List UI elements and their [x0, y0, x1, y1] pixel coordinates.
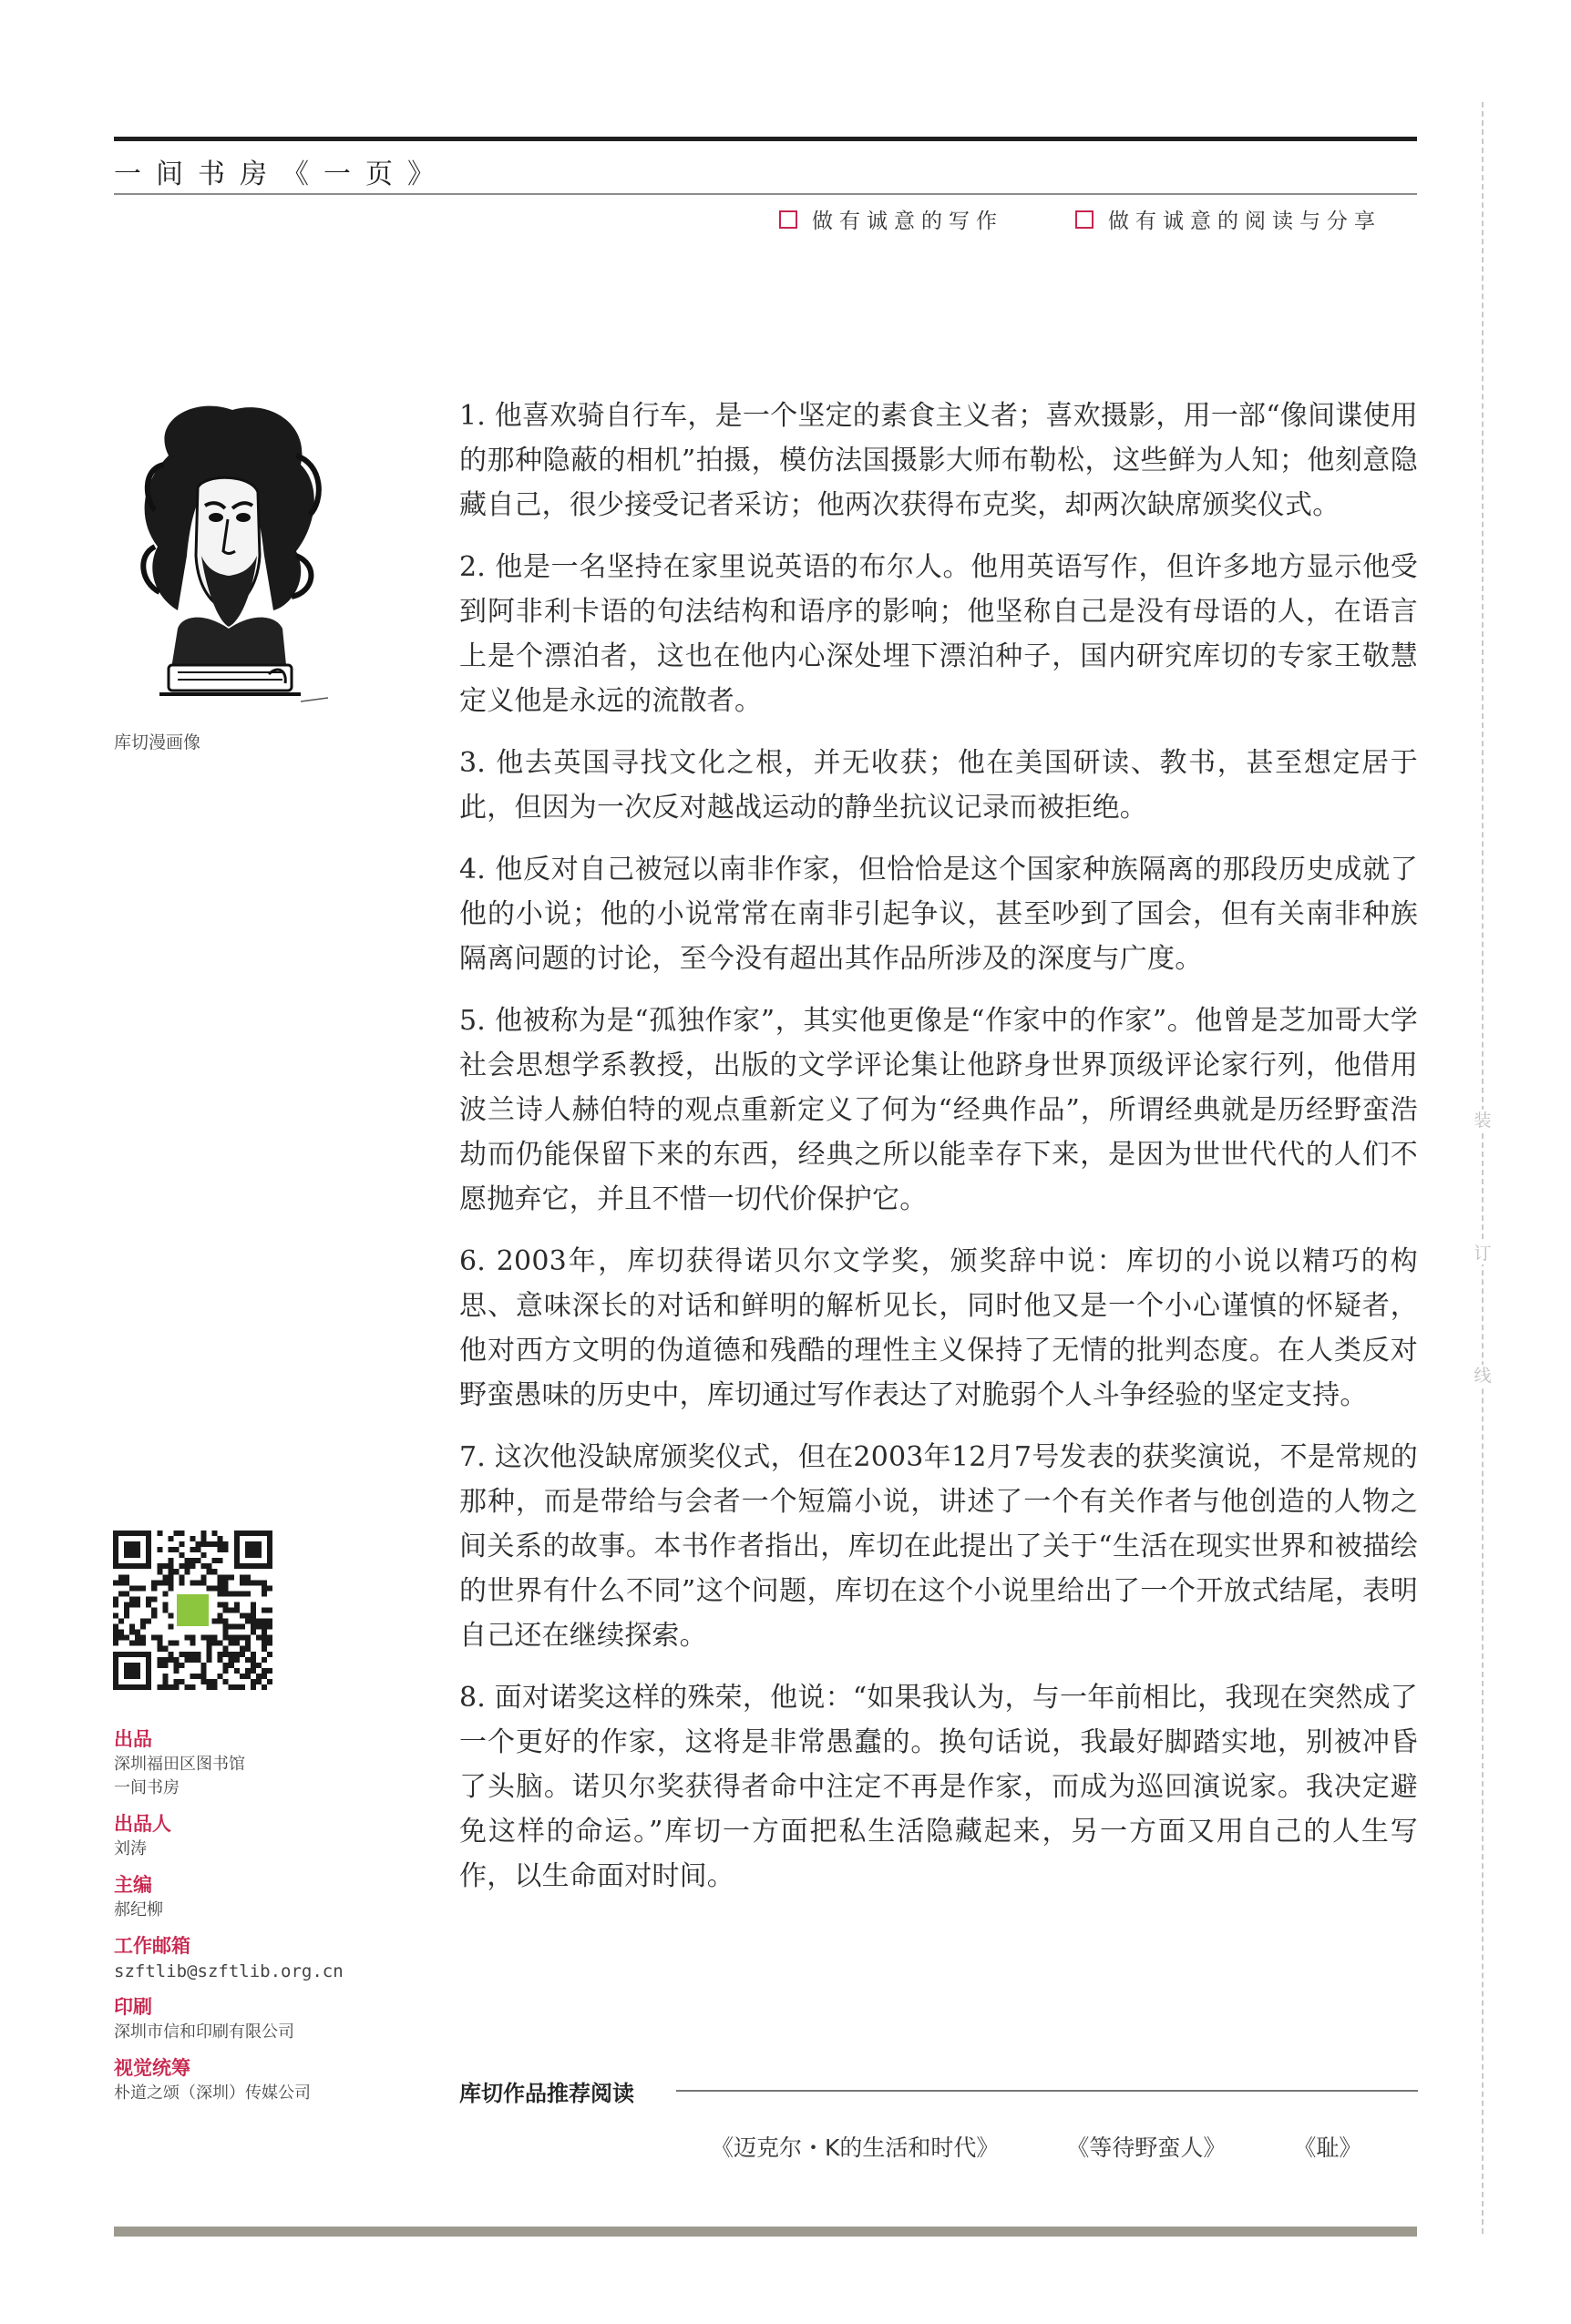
- article-body: [459, 394, 1418, 1916]
- portrait-caption: 库切漫画像: [114, 732, 201, 752]
- credit-label: 印刷: [114, 1996, 152, 2018]
- credit-value: 刘涛: [114, 1839, 147, 1858]
- credit-email: [114, 1933, 406, 1983]
- credit-value: 郝纪柳: [114, 1900, 163, 1920]
- book-title: 《等待野蛮人》: [1066, 2135, 1227, 2161]
- footer-bar: [114, 2227, 1417, 2237]
- top-rule: [114, 137, 1417, 141]
- binding-dashed-line: [1482, 102, 1484, 2234]
- tagline-writing-text: 做有诚意的写作: [812, 210, 1003, 233]
- credit-label: 工作邮箱: [114, 1935, 190, 1957]
- book-title: 《迈克尔・K的生活和时代》: [711, 2135, 1000, 2161]
- credit-producer: [114, 1726, 406, 1800]
- tagline-writing: [779, 204, 1003, 234]
- credit-label: 主编: [114, 1874, 152, 1896]
- caricature-portrait: [114, 401, 337, 711]
- recommended-book-list: [711, 2130, 1422, 2163]
- credit-value: 深圳市信和印刷有限公司: [114, 2022, 294, 2042]
- credit-publisher: [114, 1811, 406, 1861]
- email-link[interactable]: szftlib@szftlib.org.cn: [114, 1961, 344, 1981]
- credit-visual: [114, 2055, 406, 2105]
- credit-label: 视觉统筹: [114, 2057, 190, 2079]
- qr-code[interactable]: [113, 1531, 272, 1690]
- tagline-reading-text: 做有诚意的阅读与分享: [1108, 210, 1381, 233]
- recommended-reading-title: 库切作品推荐阅读: [459, 2081, 634, 2106]
- binding-label: 订: [1472, 1243, 1494, 1264]
- page-title: 一间书房《一页》: [114, 159, 449, 190]
- tagline-reading: [1075, 204, 1381, 234]
- binding-label: 装: [1472, 1110, 1494, 1131]
- checkbox-square-icon: [779, 210, 797, 229]
- credit-editor: [114, 1872, 406, 1922]
- credits-block: [114, 1726, 406, 2116]
- binding-label: 线: [1472, 1365, 1494, 1387]
- book-title: 《耻》: [1293, 2135, 1362, 2161]
- credit-label: 出品: [114, 1728, 152, 1750]
- header-divider: [114, 193, 1417, 195]
- credit-label: 出品人: [114, 1813, 171, 1835]
- credit-printer: [114, 1994, 406, 2044]
- article-paragraph: 5. 他被称为是“孤独作家”，其实他更像是“作家中的作家”。他曾是芝加哥大学社会思想学系教授，出版的文学评论集让他跻身世界顶级评论家行列，他借用波兰诗人赫伯特的观点重新定义了何为“经典作品”，所谓经典就是历经野蛮浩劫而仍能保留下来的东西，经典之所以能幸存下来，是因为世世代代的人们不愿抛弃它，并且不惜一切代价保护它。: [459, 1005, 1418, 1215]
- article-paragraph: 8. 面对诺奖这样的殊荣，他说：“如果我认为，与一年前相比，我现在突然成了一个更好的作家，这将是非常愚蠢的。换句话说，我最好脚踏实地，别被冲昏了头脑。诺贝尔奖获得者命中注定不再是作家，而成为巡回演说家。我决定避免这样的命运。”库切一方面把私生活隐藏起来，另一方面又用自己的人生写作，以生命面对时间。: [459, 1682, 1418, 1892]
- article-paragraph: 1. 他喜欢骑自行车，是一个坚定的素食主义者；喜欢摄影，用一部“像间谍使用的那种隐蔽的相机”拍摄，模仿法国摄影大师布勒松，这些鲜为人知；他刻意隐藏自己，很少接受记者采访；他两次获得布克奖，却两次缺席颁奖仪式。: [459, 400, 1418, 521]
- credit-value: 深圳福田区图书馆: [114, 1755, 245, 1774]
- article-paragraph: 6. 2003年，库切获得诺贝尔文学奖，颁奖辞中说：库切的小说以精巧的构思、意味深长的对话和鲜明的解析见长，同时他又是一个小心谨慎的怀疑者，他对西方文明的伪道德和残酷的理性主义保持了无情的批判态度。在人类反对野蛮愚味的历史中，库切通过写作表达了对脆弱个人斗争经验的坚定支持。: [459, 1245, 1418, 1411]
- credit-value: 一间书房: [114, 1778, 180, 1797]
- article-paragraph: 3. 他去英国寻找文化之根，并无收获；他在美国研读、教书，甚至想定居于此，但因为一次反对越战运动的静坐抗议记录而被拒绝。: [459, 747, 1418, 824]
- article-paragraph: 2. 他是一名坚持在家里说英语的布尔人。他用英语写作，但许多地方显示他受到阿非利卡语的句法结构和语序的影响；他坚称自己是没有母语的人，在语言上是个漂泊者，这也在他内心深处埋下漂泊种子，国内研究库切的专家王敬慧定义他是永远的流散者。: [459, 551, 1418, 717]
- checkbox-square-icon: [1075, 210, 1094, 229]
- qr-logo-icon: [177, 1594, 209, 1626]
- article-paragraph: 4. 他反对自己被冠以南非作家，但恰恰是这个国家种族隔离的那段历史成就了他的小说；他的小说常常在南非引起争议，甚至吵到了国会，但有关南非种族隔离问题的讨论，至今没有超出其作品所涉及的深度与广度。: [459, 854, 1418, 975]
- credit-value: 朴道之颂（深圳）传媒公司: [114, 2083, 311, 2103]
- recommended-divider: [676, 2090, 1418, 2092]
- article-paragraph: 7. 这次他没缺席颁奖仪式，但在2003年12月7号发表的获奖演说，不是常规的那种，而是带给与会者一个短篇小说，讲述了一个有关作者与他创造的人物之间关系的故事。本书作者指出，库切在此提出了关于“生活在现实世界和被描绘的世界有什么不同”这个问题，库切在这个小说里给出了一个开放式结尾，表明自己还在继续探索。: [459, 1441, 1418, 1652]
